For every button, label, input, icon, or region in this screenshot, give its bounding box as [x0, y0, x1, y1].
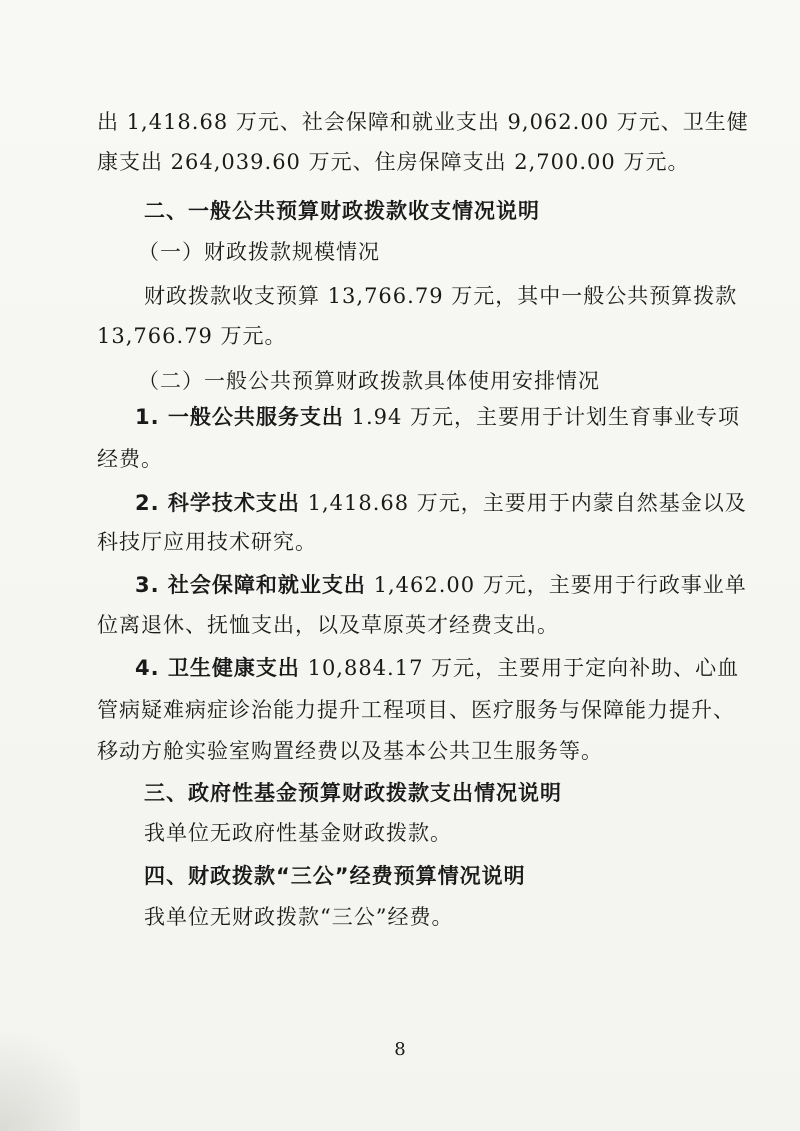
subheading-2-2: （二）一般公共预算财政拨款具体使用安排情况	[138, 369, 600, 393]
item-4-line	[0, 653, 800, 683]
section-heading-2: 二、一般公共预算财政拨款收支情况说明	[144, 199, 540, 223]
item-4-title: 4. 卫生健康支出	[135, 656, 300, 680]
section-heading-3: 三、政府性基金预算财政拨款支出情况说明	[144, 781, 562, 805]
section-heading-4: 四、财政拨款“三公”经费预算情况说明	[144, 864, 526, 888]
item-3-title: 3. 社会保障和就业支出	[135, 573, 366, 597]
paragraph-line: 经费。	[97, 447, 163, 471]
paragraph-line: 财政拨款收支预算 13,766.79 万元，其中一般公共预算拨款	[144, 284, 738, 308]
paragraph-line: 我单位无政府性基金财政拨款。	[144, 821, 452, 845]
paragraph-line: 13,766.79 万元。	[97, 324, 287, 348]
item-3-line	[0, 570, 800, 600]
item-2-line	[0, 488, 800, 518]
scan-shadow	[0, 1011, 80, 1131]
paragraph-line: 管病疑难病症诊治能力提升工程项目、医疗服务与保障能力提升、	[97, 698, 735, 722]
page-number: 8	[394, 1039, 406, 1060]
item-2-text: 1,418.68 万元，主要用于内蒙自然基金以及	[299, 491, 747, 515]
item-3-text: 1,462.00 万元，主要用于行政事业单	[365, 573, 747, 597]
item-1-title: 1. 一般公共服务支出	[135, 405, 344, 429]
subheading-2-1: （一）财政拨款规模情况	[138, 240, 380, 264]
item-2-title: 2. 科学技术支出	[135, 491, 300, 515]
paragraph-line: 出 1,418.68 万元、社会保障和就业支出 9,062.00 万元、卫生健	[97, 110, 749, 134]
paragraph-line: 科技厅应用技术研究。	[97, 530, 317, 554]
item-1-text: 1.94 万元，主要用于计划生育事业专项	[343, 405, 741, 429]
paragraph-line: 我单位无财政拨款“三公”经费。	[144, 905, 454, 929]
paragraph-line: 位离退休、抚恤支出，以及草原英才经费支出。	[97, 613, 559, 637]
item-4-text: 10,884.17 万元，主要用于定向补助、心血	[299, 656, 740, 680]
paragraph-line: 移动方舱实验室购置经费以及基本公共卫生服务等。	[97, 739, 603, 763]
paragraph-line: 康支出 264,039.60 万元、住房保障支出 2,700.00 万元。	[97, 150, 690, 174]
item-1-line	[0, 402, 800, 432]
